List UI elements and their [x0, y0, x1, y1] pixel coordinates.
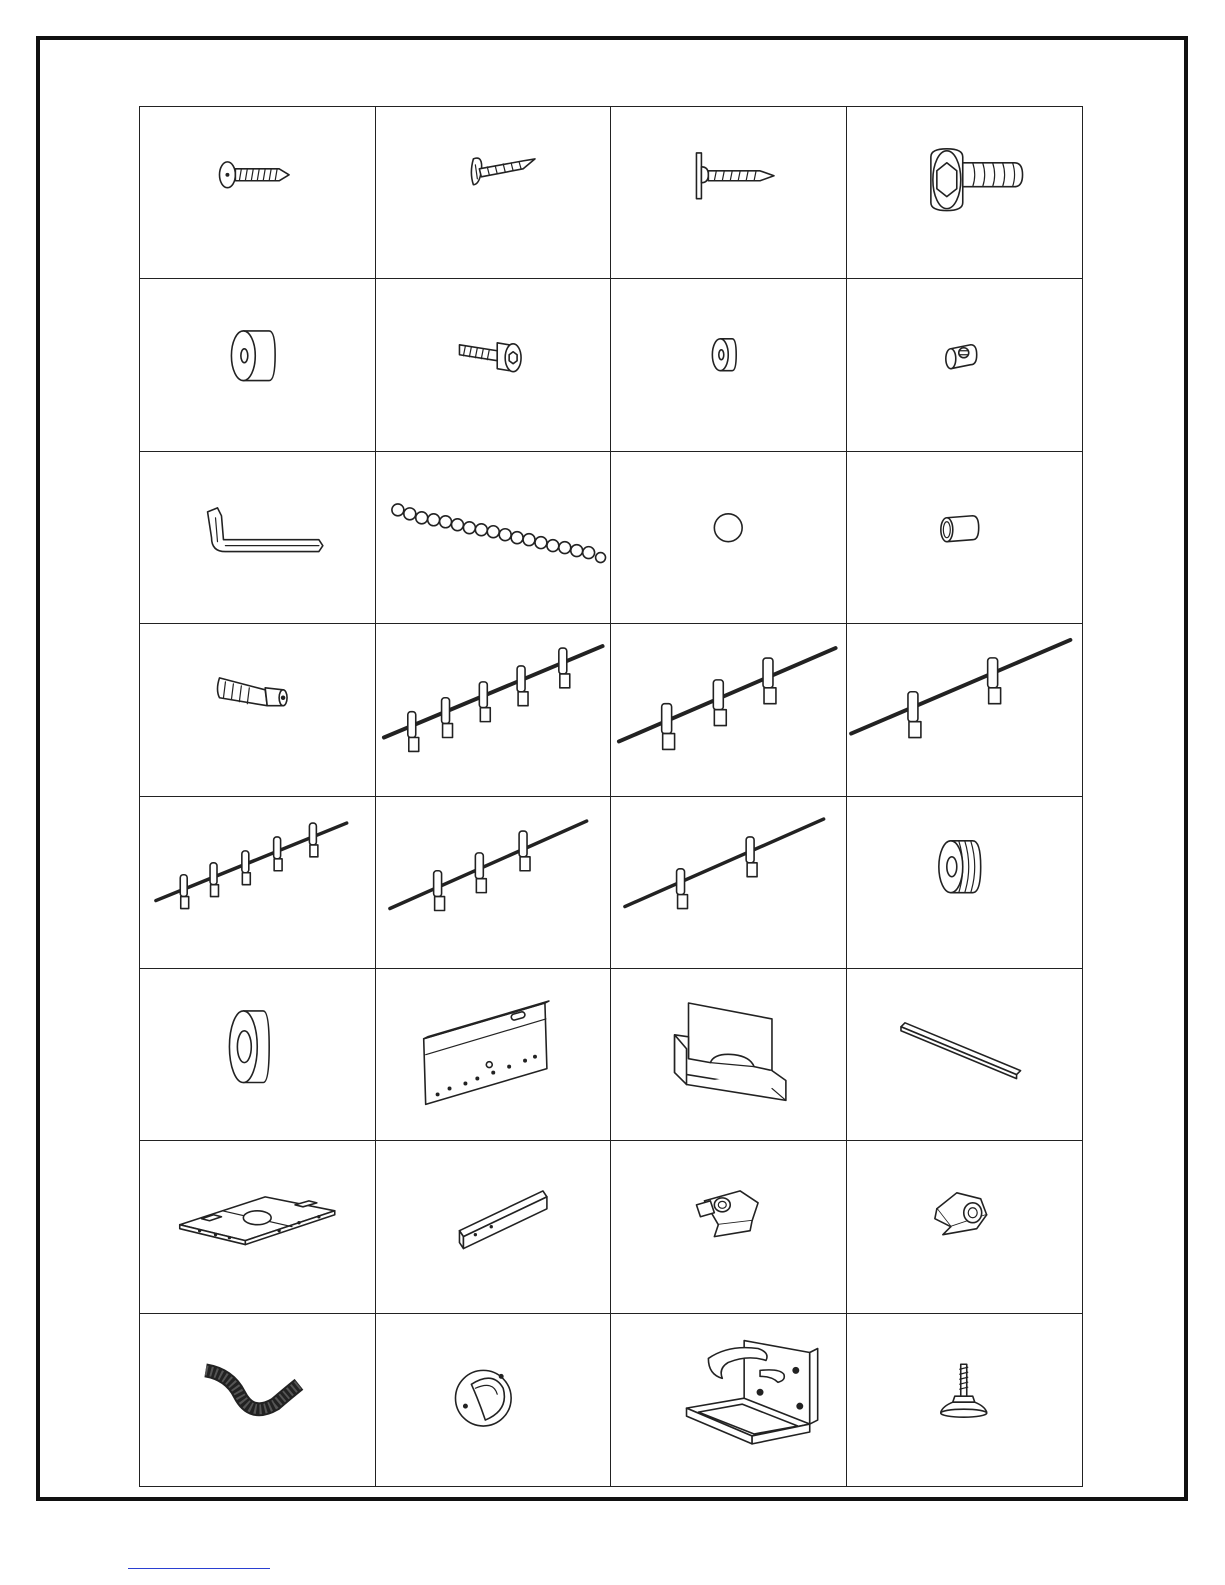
part-cell — [140, 1141, 376, 1313]
part-cell — [611, 797, 847, 969]
pan-head-screw-icon — [140, 107, 375, 278]
part-cell — [611, 624, 847, 796]
leveling-foot-icon — [847, 1314, 1083, 1486]
rod-2-players-alt-icon — [611, 797, 846, 968]
rod-3-players-icon — [611, 624, 846, 795]
allen-key-icon — [140, 452, 375, 623]
part-cell — [611, 279, 847, 451]
part-cell — [847, 969, 1083, 1141]
flat-ring-washer-icon — [140, 969, 375, 1140]
part-cell — [140, 797, 376, 969]
part-cell — [376, 279, 612, 451]
player-figure-chain-icon — [376, 452, 611, 623]
part-cell — [611, 452, 847, 624]
ball-entry-cup-icon — [376, 1314, 611, 1486]
part-cell — [376, 452, 612, 624]
part-cell — [847, 624, 1083, 796]
part-cell — [847, 107, 1083, 279]
part-cell — [847, 452, 1083, 624]
bumper-sleeve-icon — [847, 452, 1083, 623]
goal-box-panel-icon — [611, 969, 846, 1140]
phillips-wood-screw-icon — [376, 107, 611, 278]
part-cell — [847, 1314, 1083, 1486]
footer-link[interactable] — [128, 1567, 270, 1569]
score-counter-right-icon — [847, 1141, 1083, 1312]
part-cell — [140, 107, 376, 279]
large-washer-icon — [140, 279, 375, 450]
part-cell — [847, 279, 1083, 451]
rod-5-players-alt-icon — [140, 797, 375, 968]
rod-5-players-icon — [376, 624, 611, 795]
part-cell — [140, 452, 376, 624]
corner-bracket-icon — [376, 1141, 611, 1312]
ball-icon — [611, 452, 846, 623]
washer-head-screw-icon — [611, 107, 846, 278]
part-cell — [611, 107, 847, 279]
handle-grip-icon — [140, 624, 375, 795]
part-cell — [376, 1314, 612, 1486]
part-cell — [376, 797, 612, 969]
part-cell — [140, 279, 376, 451]
part-cell — [140, 1314, 376, 1486]
part-cell — [140, 624, 376, 796]
part-cell — [376, 969, 612, 1141]
flexible-hose-icon — [140, 1314, 375, 1486]
score-counter-left-icon — [611, 1141, 846, 1312]
part-cell — [376, 1141, 612, 1313]
part-cell — [847, 797, 1083, 969]
part-cell — [611, 1314, 847, 1486]
cross-dowel-nut-icon — [847, 279, 1083, 450]
flat-bar-icon — [847, 969, 1083, 1140]
part-cell — [140, 969, 376, 1141]
small-washer-icon — [611, 279, 846, 450]
part-cell — [376, 624, 612, 796]
part-cell — [847, 1141, 1083, 1313]
part-cell — [376, 107, 612, 279]
cup-holder-icon — [611, 1314, 846, 1486]
side-panel-icon — [376, 969, 611, 1140]
playfield-board-icon — [140, 1141, 375, 1312]
part-cell — [611, 969, 847, 1141]
hex-bolt-icon — [376, 279, 611, 450]
rod-2-players-icon — [847, 624, 1083, 795]
grooved-bushing-icon — [847, 797, 1083, 968]
rod-3-players-alt-icon — [376, 797, 611, 968]
part-cell — [611, 1141, 847, 1313]
parts-grid — [139, 106, 1083, 1487]
hex-socket-bolt-icon — [847, 107, 1083, 278]
